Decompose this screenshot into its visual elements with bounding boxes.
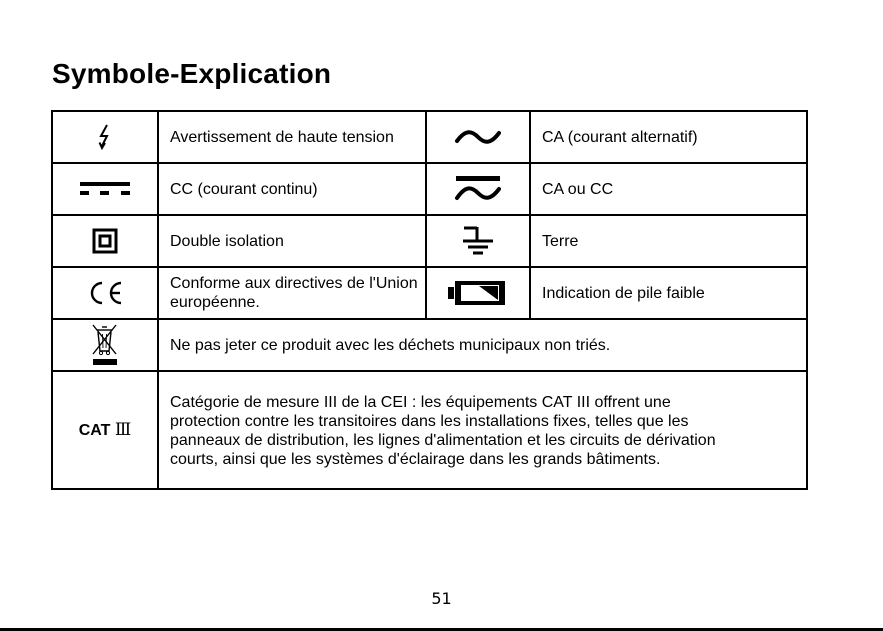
symbol-cell [52, 111, 158, 163]
explanation-cell: Double isolation [158, 215, 426, 267]
cat-line: protection contre les transitoires dans les installations fixes, telles que les [170, 413, 689, 430]
low-battery-icon [448, 279, 508, 307]
weee-bin-icon [90, 323, 120, 367]
table-row [52, 111, 807, 163]
ac-icon [454, 129, 502, 145]
symbol-cell [426, 111, 530, 163]
cat-roman-numeral: Ⅲ [114, 419, 132, 440]
dc-icon [78, 180, 132, 198]
cat-line: panneaux de distribution, les lignes d'alimentation et les circuits de dérivation [170, 432, 716, 449]
explanation-cell: Avertissement de haute tension [158, 111, 426, 163]
symbol-table [51, 110, 808, 490]
table-row [52, 267, 807, 319]
symbol-cell [52, 163, 158, 215]
symbol-cell [426, 267, 530, 319]
symbol-cell [426, 215, 530, 267]
page-title: Symbole-Explication [52, 58, 332, 89]
symbol-cell [52, 215, 158, 267]
explanation-cell: CC (courant continu) [158, 163, 426, 215]
high-voltage-icon [98, 124, 112, 150]
symbol-cell [52, 267, 158, 319]
symbol-cell [52, 319, 158, 371]
symbol-cell [426, 163, 530, 215]
explanation-cell: CA (courant alternatif) [530, 111, 807, 163]
ce-mark-icon [85, 280, 125, 306]
explanation-cell: Terre [530, 215, 807, 267]
page-number: 51 [431, 589, 452, 608]
table-row [52, 215, 807, 267]
symbol-cell [52, 371, 158, 489]
ac-dc-icon [453, 174, 503, 204]
double-insulation-icon [92, 228, 118, 254]
explanation-cell [158, 371, 807, 489]
cat-label: CAT [78, 421, 111, 439]
explanation-cell: Indication de pile faible [530, 267, 807, 319]
table-row [52, 371, 807, 489]
cat-line: Catégorie de mesure III de la CEI : les équipements CAT III offrent une [170, 394, 671, 411]
table-row [52, 163, 807, 215]
ground-icon [461, 224, 495, 258]
table-row [52, 319, 807, 371]
explanation-cell: Conforme aux directives de l'Union européenne. [158, 267, 426, 319]
explanation-cell: Ne pas jeter ce produit avec les déchets municipaux non triés. [158, 319, 807, 371]
explanation-cell: CA ou CC [530, 163, 807, 215]
cat-line: courts, ainsi que les systèmes d'éclairage dans les grands bâtiments. [170, 451, 661, 468]
